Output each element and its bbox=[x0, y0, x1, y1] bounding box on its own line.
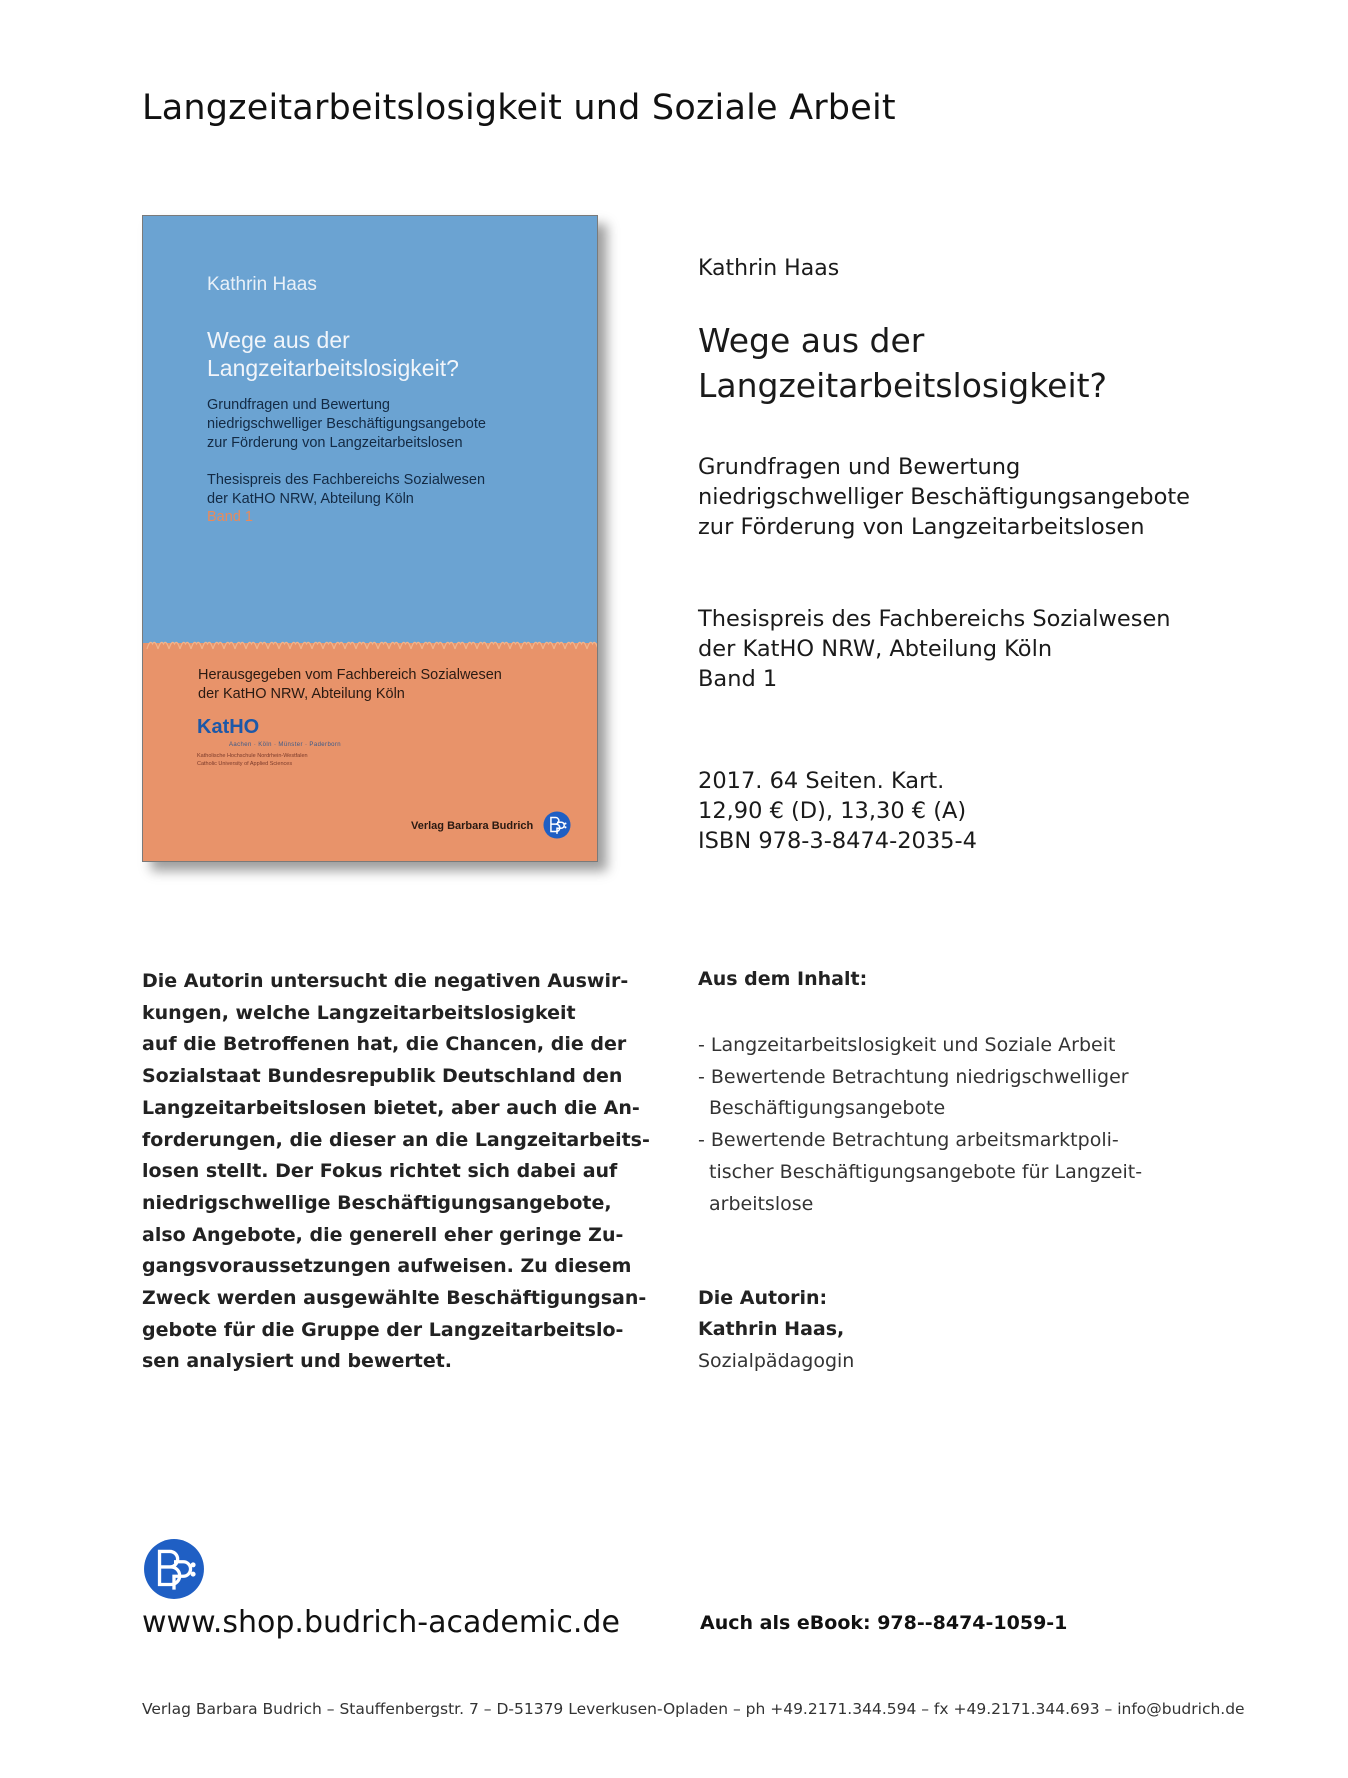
list-item: - Langzeitarbeitslosigkeit und Soziale Arbeit bbox=[698, 1034, 1116, 1056]
cover-editor: Herausgegeben vom Fachbereich Sozialwesen der KatHO NRW, Abteilung Köln bbox=[198, 667, 502, 702]
book-author: Kathrin Haas bbox=[698, 256, 840, 281]
cover-subtitle: Grundfragen und Bewertung niedrigschwelliger Beschäftigungsangebote zur Förderung von Langzeitarbeitslosen bbox=[207, 397, 486, 451]
cover-publisher: Verlag Barbara Budrich bbox=[411, 820, 534, 832]
book-subtitle: Grundfragen und Bewertung niedrigschwelliger Beschäftigungsangebote zur Förderung von Langzeitarbeitslosen bbox=[698, 454, 1191, 540]
cover-prize: Thesispreis des Fachbereichs Sozialwesen der KatHO NRW, Abteilung Köln bbox=[207, 472, 486, 507]
list-item: - Bewertende Betrachtung arbeitsmarktpoli- bbox=[698, 1129, 1119, 1152]
list-item: Beschäftigungsangebote bbox=[709, 1097, 946, 1120]
book-series-info: Thesispreis des Fachbereichs Sozialwesen der KatHO NRW, Abteilung Köln Band 1 bbox=[698, 606, 1171, 692]
ebook-isbn: Auch als eBook: 978--8474-1059-1 bbox=[700, 1612, 1068, 1634]
cover-budrich-logo-icon bbox=[543, 811, 571, 839]
katho-logo: KatHO bbox=[197, 716, 260, 738]
cover-title: Wege aus der Langzeitarbeitslosigkeit? bbox=[207, 327, 459, 381]
cover-band: Band 1 bbox=[207, 509, 253, 525]
series-title: Langzeitarbeitslosigkeit und Soziale Arbeit bbox=[142, 88, 896, 128]
list-item: - Bewertende Betrachtung niedrigschwelliger bbox=[698, 1065, 1129, 1088]
list-item: arbeitslose bbox=[709, 1192, 814, 1215]
contents-heading: Aus dem Inhalt: bbox=[698, 968, 868, 990]
list-item: tischer Beschäftigungsangebote für Langzeit- bbox=[709, 1160, 1143, 1183]
contents-list bbox=[698, 1030, 1142, 1220]
author-bio-name: Kathrin Haas, bbox=[698, 1318, 845, 1340]
book-meta: 2017. 64 Seiten. Kart. 12,90 € (D), 13,30 € (A) ISBN 978-3-8474-2035-4 bbox=[698, 768, 977, 854]
katho-line2: Catholic University of Applied Sciences bbox=[197, 761, 293, 767]
author-bio-role: Sozialpädagogin bbox=[698, 1350, 855, 1372]
author-heading: Die Autorin: bbox=[698, 1287, 828, 1309]
book-title: Wege aus der Langzeitarbeitslosigkeit? bbox=[698, 321, 1108, 405]
cover-author: Kathrin Haas bbox=[207, 274, 317, 295]
shop-url[interactable]: www.shop.budrich-academic.de bbox=[142, 1605, 620, 1640]
book-cover bbox=[142, 215, 598, 862]
katho-line1: Katholische Hochschule Nordrhein-Westfalen bbox=[197, 753, 308, 759]
katho-tagline: Aachen · Köln · Münster · Paderborn bbox=[229, 742, 342, 748]
budrich-logo-icon bbox=[143, 1538, 205, 1600]
publisher-address: Verlag Barbara Budrich – Stauffenbergstr. 7 – D-51379 Leverkusen-Opladen – ph +49.2171.344.594 – fx +49.2171.344.693 – info@budrich.de bbox=[142, 1700, 1245, 1718]
book-description: Die Autorin untersucht die negativen Auswir- kungen, welche Langzeitarbeitslosigkeit auf die Betroffenen hat, die Chancen, die der Sozialstaat Bundesrepublik Deutschland den Langzeitarbeitslosen bietet, aber auch die An- forderungen, die dieser an die Langzeitarbeits- losen stellt. Der Fokus richtet sich dabei auf niedrigschwellige Beschäftigungsangebote, also Angebote, die generell eher geringe Zu- gangsvoraussetzungen aufweisen. Zu diesem Zweck werden ausgewählte Beschäftigungsan- gebote für die Gruppe der Langzeitarbeitslo- sen analysiert und bewertet. bbox=[142, 970, 650, 1373]
cover-ornament bbox=[143, 637, 597, 651]
